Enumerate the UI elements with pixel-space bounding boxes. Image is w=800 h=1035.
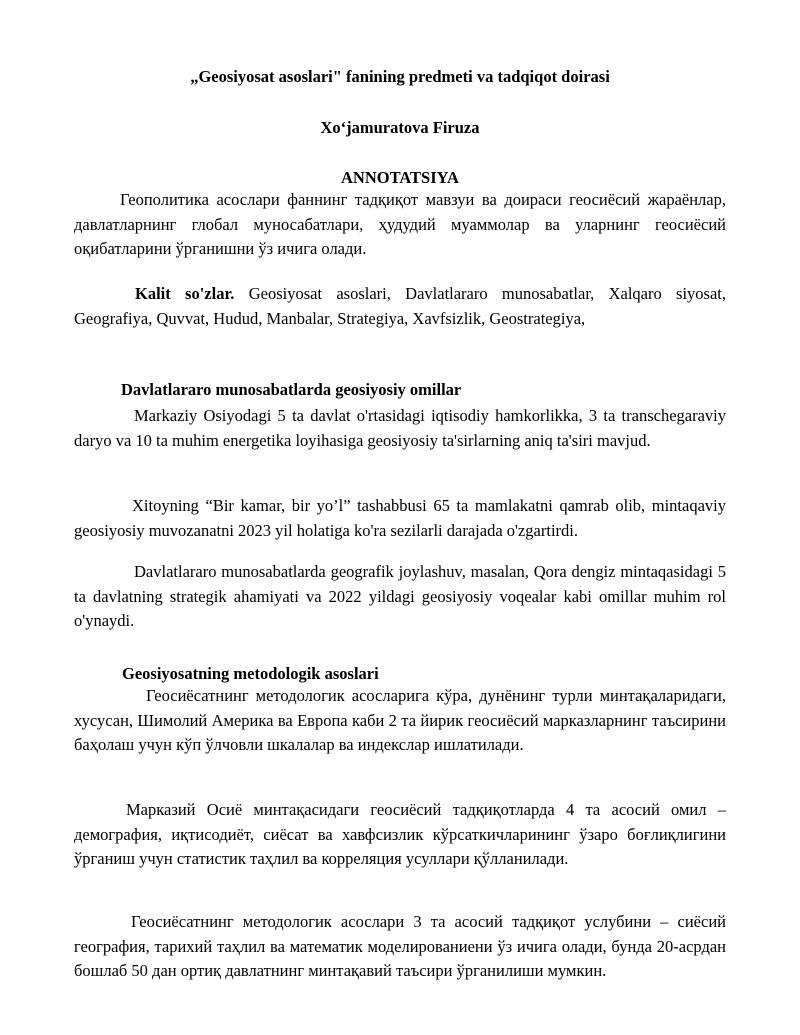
document-title: „Geosiyosat asoslari" fanining predmeti va tadqiqot doirasi bbox=[190, 67, 610, 86]
section-heading-methodology: Geosiyosatning metodologik asoslari bbox=[122, 664, 379, 683]
section2-paragraph-1: Геосиёсатнинг методологик асосларига кўра, дунёнинг турли минтақаларидаги, хусусан, Шимолий Америка ва Европа каби 2 та йирик геосиёсий марказларнинг таъсирини баҳолаш учун кўп ўлчовли шкалалар ва индекслар ишлатилади. bbox=[74, 686, 726, 754]
annotation-paragraph: Геополитика асослари фаннинг тадқиқот мавзуи ва доираси геосиёсий жараёнлар, давлатларнинг глобал муносабатлари, ҳудудий муаммолар ва уларнинг геосиёсий оқибатларини ўрганишни ўз ичига олади. bbox=[74, 190, 726, 258]
keywords-label: Kalit so'zlar. bbox=[135, 284, 235, 303]
section1-paragraph-2: Xitoyning “Bir kamar, bir yo’l” tashabbusi 65 ta mamlakatni qamrab olib, mintaqaviy geosiyosiy muvozanatni 2023 yil holatiga ko'ra sezilarli darajada o'zgartirdi. bbox=[74, 496, 726, 540]
keywords-list: Geosiyosat asoslari, Davlatlararo munosabatlar, Xalqaro siyosat, Geografiya, Quvvat, Hudud, Manbalar, Strategiya, Xavfsizlik, Geostrategiya, bbox=[74, 284, 726, 328]
section1-paragraph-3: Davlatlararo munosabatlarda geografik joylashuv, masalan, Qora dengiz mintaqasidagi 5 ta davlatning strategik ahamiyati va 2022 yildagi geosiyosiy voqealar kabi omillar muhim rol o'ynaydi. bbox=[74, 562, 726, 630]
annotation-heading: ANNOTATSIYA bbox=[341, 168, 459, 187]
section-heading-geopolitical-factors: Davlatlararo munosabatlarda geosiyosiy omillar bbox=[121, 380, 462, 399]
section1-paragraph-1: Markaziy Osiyodagi 5 ta davlat o'rtasidagi iqtisodiy hamkorlikka, 3 ta transchegaraviy daryo va 10 ta muhim energetika loyihasiga geosiyosiy ta'sirlarning aniq ta'siri mavjud. bbox=[74, 406, 726, 450]
section2-paragraph-2: Марказий Осиё минтақасидаги геосиёсий тадқиқотларда 4 та асосий омил – демография, иқтисодиёт, сиёсат ва хавфсизлик кўрсаткичларининг ўзаро боғлиқлигини ўрганиш учун статистик таҳлил ва корреляция усуллари қўлланилади. bbox=[74, 800, 726, 868]
keywords-paragraph bbox=[74, 282, 726, 331]
section2-paragraph-3: Геосиёсатнинг методологик асослари 3 та асосий тадқиқот услубини – сиёсий география, тарихий таҳлил ва математик моделированиени ўз ичига олади, бунда 20-асрдан бошлаб 50 дан ортиқ давлатнинг минтақавий таъсири ўрганилиши мумкин. bbox=[74, 912, 726, 980]
author-name: Xo‘jamuratova Firuza bbox=[320, 118, 480, 137]
